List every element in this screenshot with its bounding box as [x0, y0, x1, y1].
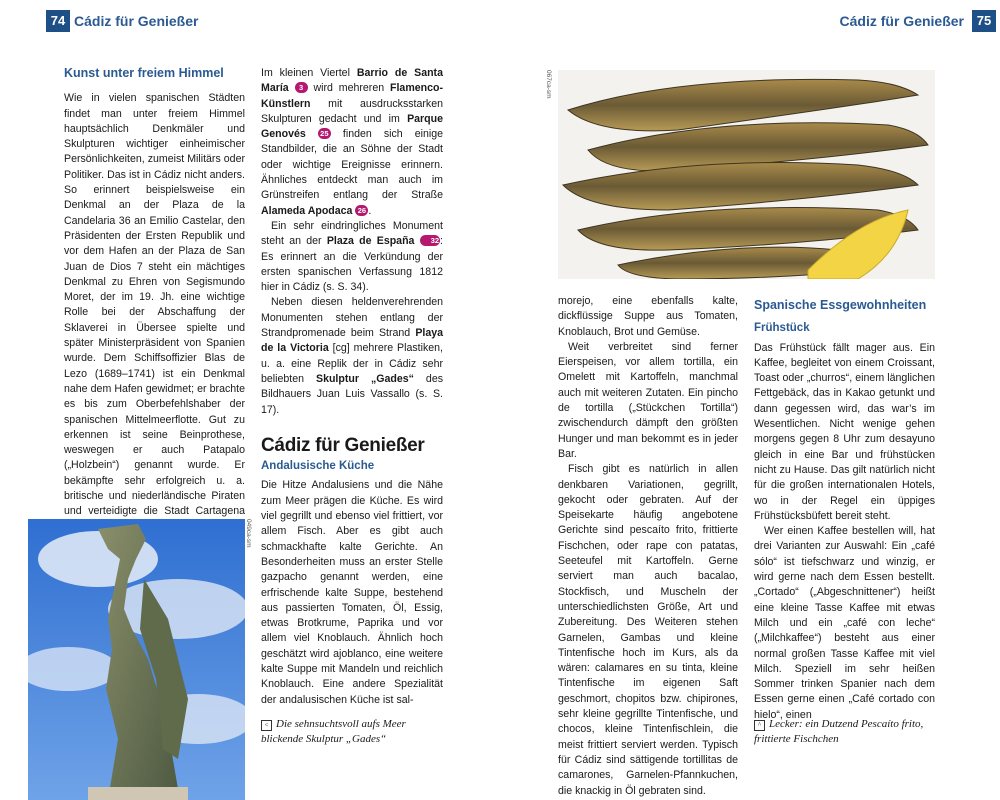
eierspeisen-paragraph: Weit verbreitet sind ferner Eierspeisen, vor allem tortilla, ein Omelett mit Kartoffeln, manchmal auch mit weiteren Zutaten. Ein pincho de tortilla („Stückchen Tortilla“) zwischendurch dämpft den größten Hunger und man bekommt es in jeder Bar.	[558, 340, 738, 460]
left-column-1	[64, 66, 245, 535]
p1-h: Alameda Apodaca	[261, 204, 353, 217]
running-title-left: Cádiz für Genießer	[74, 13, 199, 29]
kueche-paragraph: Die Hitze Andalusiens und die Nähe zum Meer prägen die Küche. Es wird viel gegrillt und ebenso viel frittiert, vor allem Fisch. Aber es gibt auch schmackhafte kalte Gerichte. An Besonderheiten muss an erster Stelle gazpacho genannt werden, eine erfrischende kalte Suppe, bestehend aus passierten Tomaten, Öl, Essig, etwas Brotkrume, Paprika und vor allem viel Knoblauch. Ähnlich hoch geschätzt wird ajoblanco, eine weitere kalte Suppe mit Mandeln und reichlich Knoblauch. Eine andere Spezialität der andalusischen Küche ist sal-	[261, 479, 443, 706]
page-number-right: 75	[972, 10, 996, 32]
p1-f: Parque Genovés	[261, 112, 443, 141]
p2-b: Plaza de España	[326, 235, 415, 248]
caption-left	[261, 717, 446, 747]
left-column-2	[261, 66, 443, 708]
caption-left-text: Die sehnsuchtsvoll aufs Meer blickende Skulptur „Gades“	[261, 718, 406, 745]
running-title-right: Cádiz für Genießer	[839, 13, 964, 29]
statue-image	[28, 519, 245, 800]
kunst-heading: Kunst unter freiem Himmel	[64, 66, 224, 80]
p3-e: des Bildhauers Juan Luis Vassallo (s. S. 17).	[261, 372, 444, 416]
p3-a: Neben diesen heldenverehrenden Monumenten stehen entlang der Strandpromenade beim Strand	[261, 296, 443, 340]
right-page	[500, 0, 1000, 800]
right-column-2	[754, 298, 935, 723]
fish-image	[558, 70, 935, 279]
viertel-paragraph	[261, 66, 443, 219]
fisch-paragraph: Fisch gibt es natürlich in allen denkbaren Variationen, gegrillt, gekocht oder gebraten. Auf der Speisekarte häufig angebotene Gerichte sind pescaíto frito, frittierte Fischchen, oder rape con patatas, Seeteufel mit Kartoffeln. Gerne serviert man auch bacalao, Stockfisch, und Muscheln der unterschiedlichsten Größe, Art und Zubereitung. Des Weiteren stehen Garnelen, Gambas und kleine Tintenfische hoch im Kurs, als da wären: calamares en su tinta, kleine Tintenfische im eigenen Saft geschmort, chopitos bzw. chipirones, sehr kleine gegrillte Tintenfische, und chocos, kleine Tintenfischlein, die meist frittiert serviert werden. Typisch für Cádiz sind sättigende tortillitas de camarones, Garnelen-Pfannkuchen, die knackig in Öl gebraten sind.	[558, 463, 738, 797]
monument-paragraph	[261, 219, 443, 295]
ref-badge: 25	[318, 128, 331, 139]
kaffee-paragraph: Wer einen Kaffee bestellen will, hat drei Varianten zur Auswahl: Ein „café sólo“ ist tiefschwarz und winzig, er wird gerne nach dem Essen bestellt. „Cortado“ („Abgeschnittener“) heißt eine kleine Tasse Kaffee mit etwas Milch und ein „café con leche“ („Milchkaffee“) besteht aus einer normal großen Tasse Kaffee mit viel Milch. Speziell im sehr heißen Sommer trinken Spanier nach dem Essen gerne einen „Café cortado con hielo“, einen	[754, 525, 935, 721]
essgewohnheiten-heading: Spanische Essgewohnheiten	[754, 298, 927, 312]
photo-credit-right: 067ca-sm	[545, 70, 552, 99]
kunst-paragraph: Wie in vielen spanischen Städten findet man unter freiem Himmel hauptsächlich Denkmäler und Skulpturen wichtiger einheimischer Persönlichkeiten, zumeist Militärs oder Politiker. Das ist in Cádiz nicht anders. So erinnert beispielsweise ein Denkmal an der Plaza de la Candelaria 36 an Emilio Castelar, den Präsidenten der Ersten Republik und vor dem Hafen an der Plaza de San Juan de Dios 7 steht ein mächtiges Denkmal zu Ehren von Segismundo Moret, der im 19. Jh. eine wichtige Rolle bei der Abschaffung der Sklaverei in Übersee spielte und später Ministerpräsident von Spanien wurde. Dem Schiffsoffizier Blas de Lezo (1689–1741) ist ein Denkmal nahe dem Hafen gewidmet; er brachte es bis zum Oberbefehlshaber der spanischen Mittelmeerflotte. Gut zu erkennen ist seine Beinprothese, weswegen er auch Patapalo („Holzbein“) genannt wurde. Er bekämpfte sehr erfolgreich u. a. britische und niederländische Piraten und verteidigte die Stadt Cartagena	[64, 92, 245, 518]
p1-g: finden sich einige Standbilder, die an Söhne der Stadt oder wichtige Ereignisse erinnern. Ähnliches entdeckt man auch im Grünstreifen entlang der Straße	[261, 128, 443, 202]
ref-badge: 32	[420, 235, 440, 246]
salmorejo-paragraph: morejo, eine ebenfalls kalte, dickflüssige Suppe aus Tomaten, Knoblauch, Brot und Gemüse.	[558, 295, 738, 338]
page-number-left: 74	[46, 10, 70, 32]
caption-right	[754, 717, 939, 747]
p3-b: Playa de la Victoria	[261, 327, 443, 355]
statue-photo	[28, 519, 245, 800]
fish-photo	[558, 70, 935, 279]
fruehstueck-paragraph: Das Frühstück fällt mager aus. Ein Kaffee, begleitet von einem Croissant, Toast oder „churros“, einem länglichen Fettgebäck, das in Kakao getunkt und dann gegessen wird, das war’s im Wesentlichen. Nicht wenige gehen morgens gegen 8 Uhr zum desayuno gleich in eine Bar und frühstücken nicht zu Hause. Das gilt natürlich nicht für die großen internationalen Hotels, wo in der Regel ein üppiges Frühstücksbüfett bereit steht.	[754, 341, 935, 522]
plastiken-paragraph	[261, 295, 443, 417]
ref-badge: 26	[355, 205, 368, 216]
p2-c: : Es erinnert an die Verkündung der ersten spanischen Verfassung 1812 hier in Cádiz (s. S. 34).	[261, 235, 443, 294]
p1-d: Flamenco-Künstlern	[261, 82, 443, 110]
p1-i: .	[368, 204, 372, 217]
fruehstueck-heading: Frühstück	[754, 322, 810, 335]
p1-c: wird mehreren	[307, 82, 391, 95]
p3-c: [cg] mehrere Plastiken, u. a. eine Replik der in Cádiz sehr beliebten	[261, 342, 443, 385]
caption-arrow-icon: <	[261, 720, 272, 731]
p1-a: Im kleinen Viertel	[261, 67, 357, 79]
p2-a: Ein sehr eindringliches Monument steht an der	[261, 219, 443, 248]
photo-credit-left: 049ca-sm	[245, 519, 252, 548]
ref-badge: 3	[295, 82, 308, 93]
p1-e: mit ausdrucksstarken Skulpturen gedacht und im	[261, 97, 443, 125]
p1-b: Barrio de Santa María	[261, 67, 443, 95]
caption-right-text: Lecker: ein Dutzend Pescaíto frito, frittierte Fischchen	[754, 718, 924, 745]
caption-arrow-icon: ^	[754, 720, 765, 731]
p3-d: Skulptur „Gades“	[316, 372, 414, 385]
kueche-heading: Andalusische Küche	[261, 460, 375, 473]
right-column-1	[558, 294, 738, 799]
section-heading: Cádiz für Genießer	[261, 434, 425, 456]
